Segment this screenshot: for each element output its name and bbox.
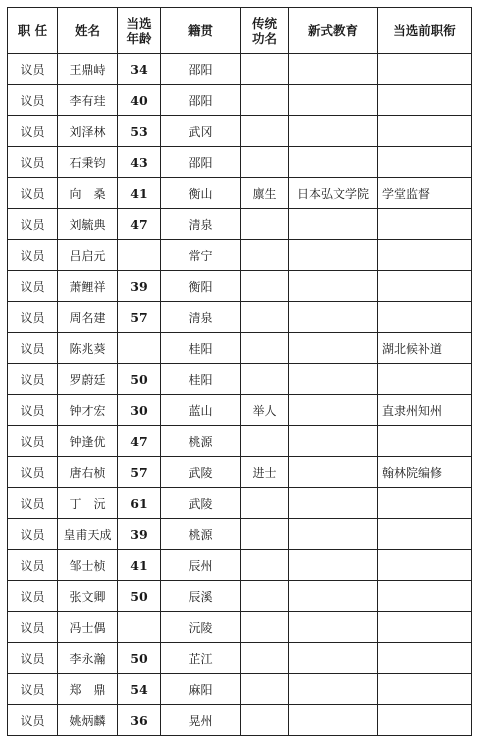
cell-name: 周名建 <box>58 302 118 333</box>
cell-native: 衡山 <box>161 178 241 209</box>
table-row <box>8 519 472 550</box>
cell-native: 沅陵 <box>161 612 241 643</box>
cell-native: 常宁 <box>161 240 241 271</box>
cell-degree <box>241 302 289 333</box>
cell-education <box>289 209 378 240</box>
cell-age: 47 <box>118 209 161 240</box>
cell-name: 皇甫天成 <box>58 519 118 550</box>
cell-education <box>289 147 378 178</box>
cell-education <box>289 85 378 116</box>
cell-degree <box>241 147 289 178</box>
cell-native: 辰州 <box>161 550 241 581</box>
cell-degree <box>241 643 289 674</box>
cell-name: 钟逢优 <box>58 426 118 457</box>
cell-prior-position <box>378 302 472 333</box>
cell-name: 向 桑 <box>58 178 118 209</box>
cell-degree <box>241 581 289 612</box>
cell-education <box>289 674 378 705</box>
table-row <box>8 85 472 116</box>
table-row <box>8 147 472 178</box>
cell-prior-position <box>378 581 472 612</box>
cell-prior-position <box>378 550 472 581</box>
table-row <box>8 240 472 271</box>
cell-age <box>118 612 161 643</box>
cell-age: 40 <box>118 85 161 116</box>
cell-name: 石秉钧 <box>58 147 118 178</box>
cell-title: 议员 <box>8 488 58 519</box>
table-row <box>8 612 472 643</box>
cell-degree <box>241 209 289 240</box>
cell-education <box>289 302 378 333</box>
cell-prior-position <box>378 116 472 147</box>
cell-native: 桃源 <box>161 426 241 457</box>
cell-degree <box>241 674 289 705</box>
cell-name: 刘泽林 <box>58 116 118 147</box>
cell-age <box>118 240 161 271</box>
cell-age: 50 <box>118 643 161 674</box>
cell-prior-position <box>378 643 472 674</box>
cell-prior-position <box>378 488 472 519</box>
cell-age: 61 <box>118 488 161 519</box>
cell-age: 50 <box>118 581 161 612</box>
table-row <box>8 178 472 209</box>
cell-prior-position <box>378 426 472 457</box>
cell-age: 39 <box>118 519 161 550</box>
cell-title: 议员 <box>8 85 58 116</box>
cell-title: 议员 <box>8 395 58 426</box>
cell-title: 议员 <box>8 519 58 550</box>
cell-native: 武冈 <box>161 116 241 147</box>
cell-education <box>289 240 378 271</box>
cell-native: 清泉 <box>161 302 241 333</box>
cell-title: 议员 <box>8 705 58 736</box>
cell-title: 议员 <box>8 178 58 209</box>
cell-native: 邵阳 <box>161 147 241 178</box>
table-row <box>8 302 472 333</box>
cell-native: 清泉 <box>161 209 241 240</box>
cell-prior-position: 湖北候补道 <box>378 333 472 364</box>
table-row <box>8 209 472 240</box>
cell-name: 姚炳麟 <box>58 705 118 736</box>
table-body <box>8 54 472 736</box>
cell-native: 蓝山 <box>161 395 241 426</box>
cell-education <box>289 519 378 550</box>
table-row <box>8 395 472 426</box>
cell-name: 吕启元 <box>58 240 118 271</box>
cell-title: 议员 <box>8 426 58 457</box>
cell-prior-position <box>378 612 472 643</box>
cell-native: 辰溪 <box>161 581 241 612</box>
cell-age: 50 <box>118 364 161 395</box>
cell-native: 衡阳 <box>161 271 241 302</box>
cell-degree <box>241 550 289 581</box>
cell-degree <box>241 612 289 643</box>
cell-education <box>289 488 378 519</box>
cell-title: 议员 <box>8 612 58 643</box>
cell-education <box>289 333 378 364</box>
table-row <box>8 54 472 85</box>
cell-native: 武陵 <box>161 457 241 488</box>
cell-native: 晃州 <box>161 705 241 736</box>
cell-education <box>289 550 378 581</box>
cell-native: 桂阳 <box>161 333 241 364</box>
cell-prior-position <box>378 519 472 550</box>
cell-degree <box>241 116 289 147</box>
cell-name: 萧鲤祥 <box>58 271 118 302</box>
cell-age: 57 <box>118 302 161 333</box>
cell-title: 议员 <box>8 209 58 240</box>
cell-age: 30 <box>118 395 161 426</box>
cell-title: 议员 <box>8 147 58 178</box>
cell-name: 李有珪 <box>58 85 118 116</box>
cell-degree <box>241 333 289 364</box>
col-header-native: 籍贯 <box>161 8 241 54</box>
cell-name: 郑 鼎 <box>58 674 118 705</box>
cell-title: 议员 <box>8 333 58 364</box>
table-row <box>8 116 472 147</box>
cell-education <box>289 581 378 612</box>
table-row <box>8 364 472 395</box>
cell-native: 桃源 <box>161 519 241 550</box>
cell-name: 李永瀚 <box>58 643 118 674</box>
col-header-title: 职 任 <box>8 8 58 54</box>
cell-education <box>289 426 378 457</box>
cell-name: 丁 沅 <box>58 488 118 519</box>
cell-age: 41 <box>118 178 161 209</box>
cell-prior-position <box>378 674 472 705</box>
col-header-prior-position: 当选前职衔 <box>378 8 472 54</box>
cell-title: 议员 <box>8 674 58 705</box>
cell-title: 议员 <box>8 54 58 85</box>
cell-native: 麻阳 <box>161 674 241 705</box>
cell-education <box>289 271 378 302</box>
cell-native: 武陵 <box>161 488 241 519</box>
cell-degree: 进士 <box>241 457 289 488</box>
cell-name: 冯士偶 <box>58 612 118 643</box>
cell-age: 41 <box>118 550 161 581</box>
cell-prior-position: 学堂监督 <box>378 178 472 209</box>
cell-prior-position <box>378 705 472 736</box>
cell-prior-position <box>378 209 472 240</box>
cell-degree <box>241 85 289 116</box>
cell-name: 刘毓典 <box>58 209 118 240</box>
cell-prior-position <box>378 85 472 116</box>
table-row <box>8 333 472 364</box>
table-row <box>8 581 472 612</box>
cell-degree <box>241 240 289 271</box>
table-row <box>8 705 472 736</box>
cell-education <box>289 643 378 674</box>
cell-native: 邵阳 <box>161 85 241 116</box>
cell-prior-position <box>378 147 472 178</box>
cell-title: 议员 <box>8 364 58 395</box>
cell-education <box>289 54 378 85</box>
cell-education <box>289 116 378 147</box>
col-header-name: 姓名 <box>58 8 118 54</box>
table-row <box>8 426 472 457</box>
cell-name: 陈兆葵 <box>58 333 118 364</box>
cell-education <box>289 612 378 643</box>
cell-degree <box>241 519 289 550</box>
cell-title: 议员 <box>8 457 58 488</box>
table-row <box>8 271 472 302</box>
cell-title: 议员 <box>8 550 58 581</box>
cell-native: 芷江 <box>161 643 241 674</box>
cell-name: 邹士桢 <box>58 550 118 581</box>
cell-education <box>289 395 378 426</box>
cell-degree <box>241 364 289 395</box>
cell-prior-position <box>378 54 472 85</box>
cell-age: 43 <box>118 147 161 178</box>
cell-degree <box>241 54 289 85</box>
cell-age: 36 <box>118 705 161 736</box>
table-row <box>8 643 472 674</box>
cell-title: 议员 <box>8 643 58 674</box>
cell-native: 桂阳 <box>161 364 241 395</box>
cell-title: 议员 <box>8 271 58 302</box>
col-header-degree: 传统 功名 <box>241 8 289 54</box>
cell-degree: 廪生 <box>241 178 289 209</box>
cell-degree <box>241 271 289 302</box>
cell-age: 39 <box>118 271 161 302</box>
col-header-age: 当选 年龄 <box>118 8 161 54</box>
cell-title: 议员 <box>8 116 58 147</box>
cell-prior-position <box>378 271 472 302</box>
cell-degree: 举人 <box>241 395 289 426</box>
cell-title: 议员 <box>8 302 58 333</box>
cell-age: 54 <box>118 674 161 705</box>
cell-age: 47 <box>118 426 161 457</box>
table-row <box>8 550 472 581</box>
cell-title: 议员 <box>8 240 58 271</box>
cell-degree <box>241 426 289 457</box>
table-row <box>8 457 472 488</box>
cell-prior-position: 直隶州知州 <box>378 395 472 426</box>
cell-prior-position <box>378 364 472 395</box>
cell-name: 钟才宏 <box>58 395 118 426</box>
table-header-row <box>8 8 472 54</box>
table-row <box>8 488 472 519</box>
table-row <box>8 674 472 705</box>
cell-age <box>118 333 161 364</box>
cell-name: 罗蔚廷 <box>58 364 118 395</box>
cell-education <box>289 705 378 736</box>
cell-name: 王鼎峙 <box>58 54 118 85</box>
cell-degree <box>241 488 289 519</box>
cell-title: 议员 <box>8 581 58 612</box>
col-header-education: 新式教育 <box>289 8 378 54</box>
cell-age: 53 <box>118 116 161 147</box>
cell-name: 张文卿 <box>58 581 118 612</box>
cell-prior-position: 翰林院编修 <box>378 457 472 488</box>
cell-prior-position <box>378 240 472 271</box>
cell-age: 34 <box>118 54 161 85</box>
cell-age: 57 <box>118 457 161 488</box>
cell-native: 邵阳 <box>161 54 241 85</box>
cell-education: 日本弘文学院 <box>289 178 378 209</box>
cell-name: 唐右桢 <box>58 457 118 488</box>
member-roster-table <box>7 7 472 736</box>
cell-education <box>289 457 378 488</box>
cell-degree <box>241 705 289 736</box>
cell-education <box>289 364 378 395</box>
